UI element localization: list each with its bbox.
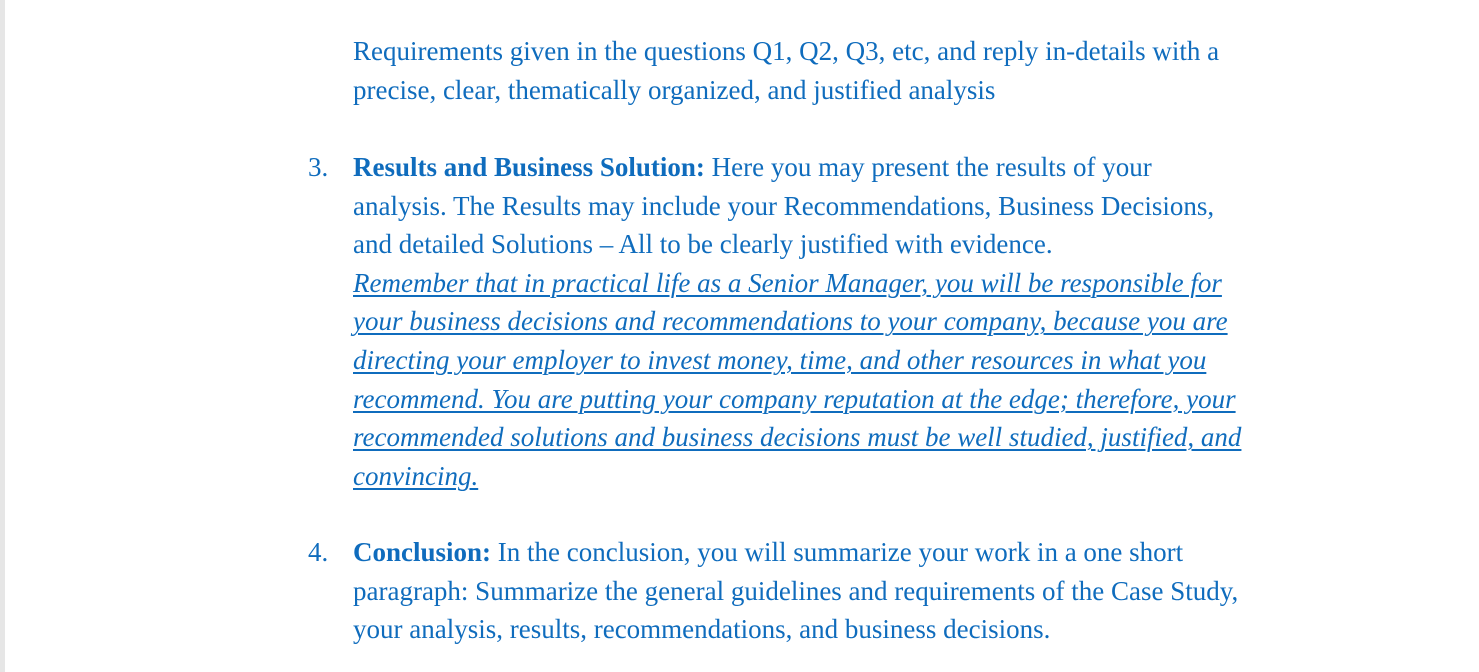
results-body-line-1: Here you may present the results of your (704, 152, 1152, 182)
results-note-line-1: Remember that in practical life as a Senior Manager, you will be responsible for (353, 267, 1222, 298)
results-first-line (353, 148, 1333, 187)
conclusion-first-line (353, 533, 1333, 572)
results-note-line-4: recommend. You are putting your company reputation at the edge; therefore, your (353, 383, 1236, 414)
list-item-results (308, 148, 1333, 495)
results-note-line-6: convincing. (353, 460, 479, 491)
results-note-line-5: recommended solutions and business decisions must be well studied, justified, and (353, 422, 1242, 453)
results-note-line-2: your business decisions and recommendations to your company, because you are (353, 306, 1228, 337)
intro-line-1: Requirements given in the questions Q1, Q2, Q3, etc, and reply in-details with a (353, 36, 1220, 66)
list-number-3: 3. (308, 152, 329, 182)
intro-line-2: precise, clear, thematically organized, and justified analysis (353, 74, 996, 105)
conclusion-body-line-2: paragraph: Summarize the general guidelines and requirements of the Case Study, (353, 575, 1239, 606)
results-body-line-2: analysis. The Results may include your Recommendations, Business Decisions, (353, 190, 1215, 221)
conclusion-heading: Conclusion: (353, 537, 492, 567)
results-heading: Results and Business Solution: (353, 152, 705, 182)
conclusion-body-line-1: In the conclusion, you will summarize your work in a one short (491, 537, 1184, 567)
conclusion-body-line-3: your analysis, results, recommendations, and business decisions. (353, 614, 1051, 645)
results-body-line-3: and detailed Solutions – All to be clearly justified with evidence. (353, 229, 1053, 260)
list-item-conclusion (308, 533, 1333, 649)
list-number-4: 4. (308, 537, 329, 567)
results-note-line-3: directing your employer to invest money, time, and other resources in what you (353, 344, 1207, 375)
intro-paragraph (353, 32, 1333, 109)
